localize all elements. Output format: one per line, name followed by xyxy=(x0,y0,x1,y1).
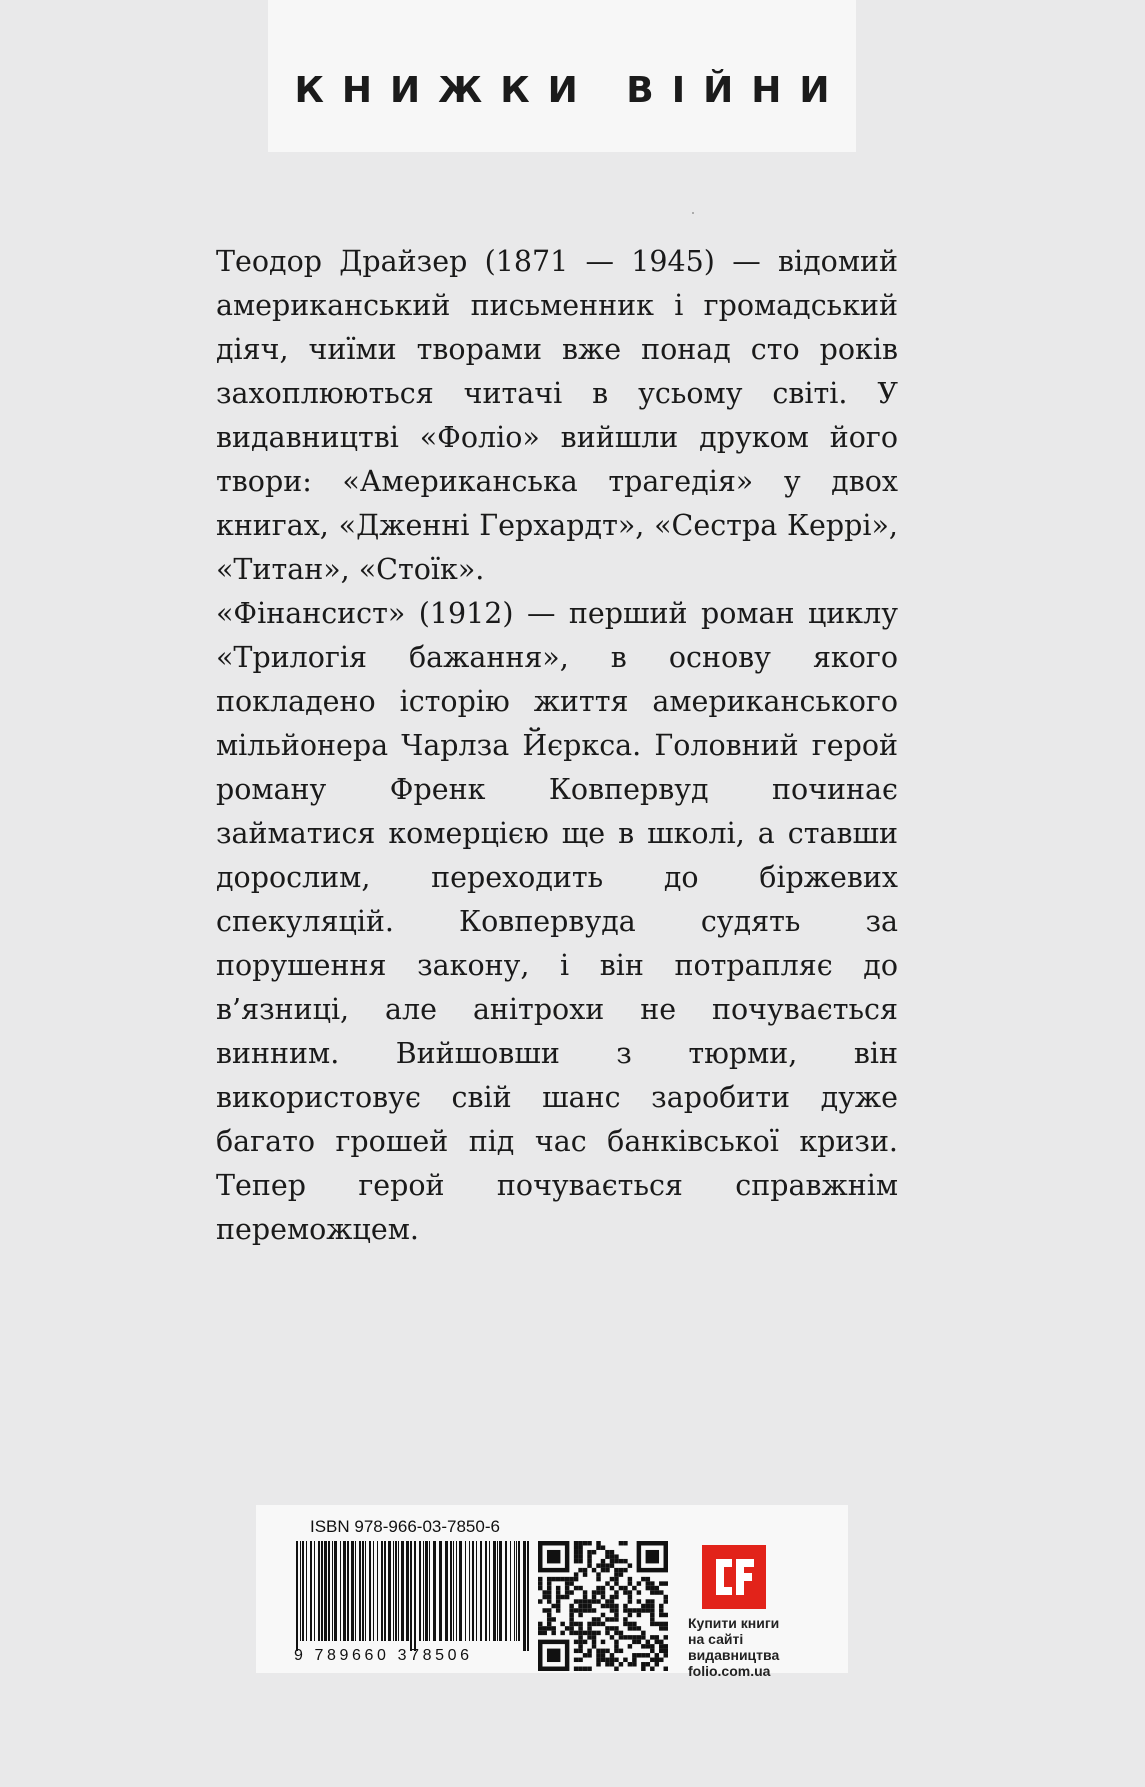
book-blurb xyxy=(216,240,898,1252)
shop-caption-line: Купити книги xyxy=(688,1615,780,1631)
shop-caption xyxy=(688,1615,838,1679)
shop-caption-url: folio.com.ua xyxy=(688,1663,771,1679)
dust-speck xyxy=(692,212,694,214)
barcode-digits: 9 789660 378506 xyxy=(294,1647,473,1664)
folio-logo-icon xyxy=(702,1545,766,1609)
blurb-paragraph-author: Теодор Драйзер (1871 — 1945) — відомий американський письменник і громадський діяч, чиїми творами вже понад сто років захоплюються читачі в усьому світі. У видавництві «Фоліо» вийшли друком його твори: «Американська трагедія» у двох книгах, «Дженні Герхардт», «Сестра Керрі», «Титан», «Стоїк». xyxy=(216,245,898,586)
shop-caption-line: на сайті xyxy=(688,1631,744,1647)
series-title: КНИЖКИ ВІЙНИ xyxy=(294,70,848,111)
barcode-icon xyxy=(292,1541,532,1651)
barcode-panel xyxy=(256,1505,848,1679)
blurb-paragraph-novel: «Фінансист» (1912) — перший роман циклу «Трилогія бажання», в основу якого покладено історію життя американського мільйонера Чарлза Йєркса. Головний герой роману Френк Ковпервуд починає займатися комерцією ще в школі, а ставши дорослим, переходить до біржевих спекуляцій. Ковпервуда судять за порушення закону, і він потрапляє до в’язниці, але анітрохи не почувається винним. Вийшовши з тюрми, він використовує свій шанс заробити дуже багато грошей під час банківської кризи. Тепер герой почувається справжнім переможцем. xyxy=(216,597,898,1246)
shop-caption-line: видавництва xyxy=(688,1647,780,1663)
qr-code-icon xyxy=(538,1541,668,1671)
series-banner xyxy=(268,0,856,152)
isbn-label: ISBN 978-966-03-7850-6 xyxy=(310,1517,500,1536)
